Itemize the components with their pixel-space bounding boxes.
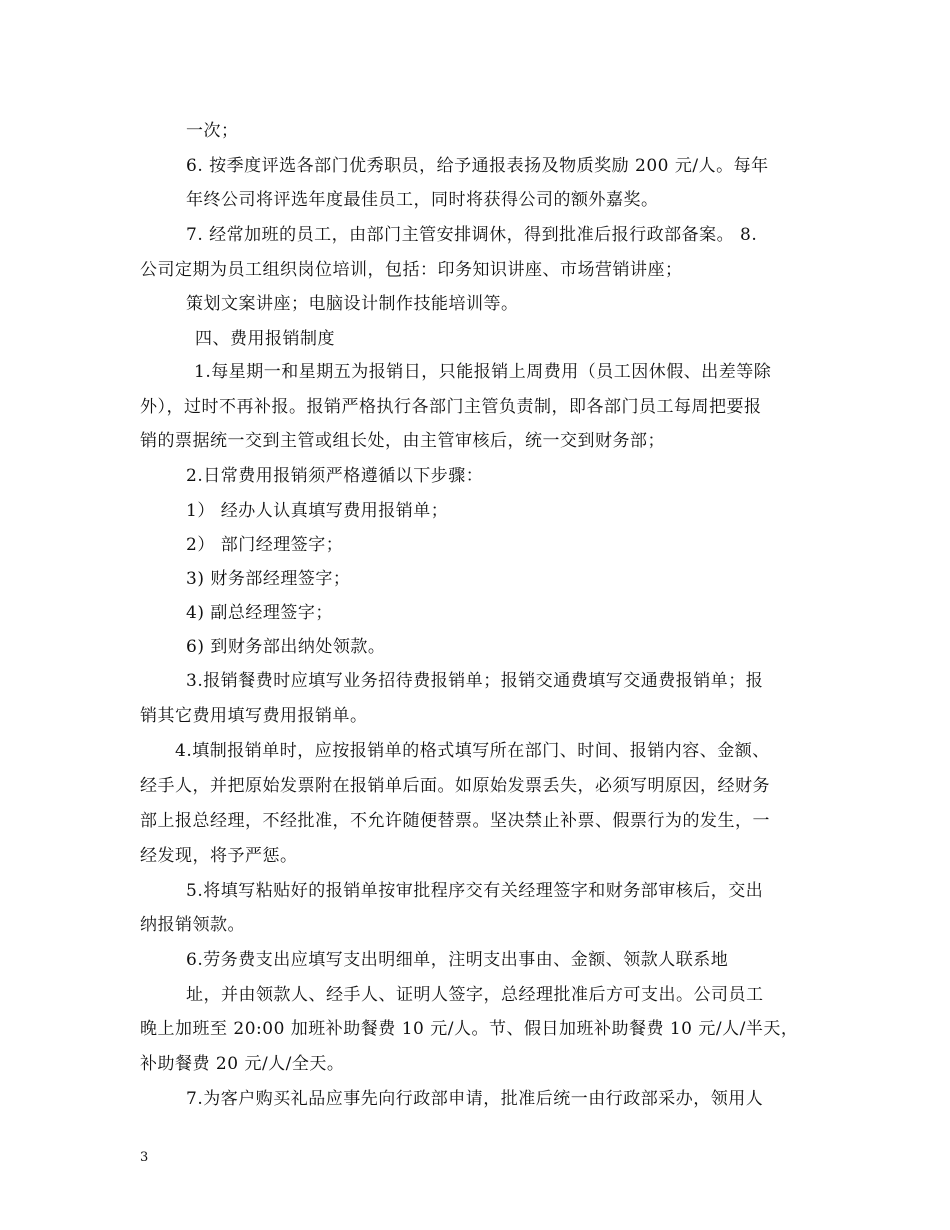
text-line: 6.劳务费支出应填写支出明细单，注明支出事由、金额、领款人联系地	[186, 950, 729, 970]
text-line: 址，并由领款人、经手人、证明人签字，总经理批准后方可支出。公司员工	[186, 985, 764, 1005]
list-item: 6) 到财务部出纳处领款。	[186, 637, 386, 657]
list-item: 4) 副总经理签字；	[186, 603, 333, 623]
text-line: 6. 按季度评选各部门优秀职员，给予通报表扬及物质奖励 200 元/人。每年	[186, 156, 769, 176]
text-line: 经手人，并把原始发票附在报销单后面。如原始发票丢失，必须写明原因，经财务	[140, 776, 770, 796]
text-line: 经发现，将予严惩。	[140, 846, 298, 866]
text-line: 策划文案讲座；电脑设计制作技能培训等。	[186, 294, 519, 314]
list-item: 1） 经办人认真填写费用报销单；	[186, 501, 449, 521]
text-line: 4.填制报销单时，应按报销单的格式填写所在部门、时间、报销内容、金额、	[175, 741, 770, 761]
text-line: 补助餐费 20 元/人/全天。	[140, 1054, 345, 1074]
text-line: 3.报销餐费时应填写业务招待费报销单；报销交通费填写交通费报销单；报	[186, 671, 764, 691]
text-line: 纳报销领款。	[140, 915, 245, 935]
text-line: 年终公司将评选年度最佳员工，同时将获得公司的额外嘉奖。	[186, 190, 659, 210]
text-line: 5.将填写粘贴好的报销单按审批程序交有关经理签字和财务部审核后，交出	[186, 881, 764, 901]
text-line: 7. 经常加班的员工，由部门主管安排调休，得到批准后报行政部备案。 8.	[186, 225, 758, 245]
text-line: 一次；	[186, 121, 239, 141]
text-line: 公司定期为员工组织岗位培训，包括：印务知识讲座、市场营销讲座；	[140, 260, 683, 280]
list-item: 2） 部门经理签字；	[186, 535, 344, 555]
text-line: 销的票据统一交到主管或组长处，由主管审核后，统一交到财务部；	[140, 431, 665, 451]
list-item: 3) 财务部经理签字；	[186, 569, 351, 589]
page-number: 3	[140, 1150, 149, 1165]
text-line: 1.每星期一和星期五为报销日，只能报销上周费用（员工因休假、出差等除	[194, 362, 772, 382]
section-heading: 四、费用报销制度	[195, 329, 335, 349]
text-line: 2.日常费用报销须严格遵循以下步骤：	[186, 466, 484, 486]
text-line: 销其它费用填写费用报销单。	[140, 706, 368, 726]
text-line: 晚上加班至 20:00 加班补助餐费 10 元/人。节、假日加班补助餐费 10 元/人/半天，	[140, 1019, 799, 1039]
text-line: 外），过时不再补报。报销严格执行各部门主管负责制，即各部门员工每周把要报	[140, 397, 762, 417]
text-line: 部上报总经理，不经批准，不允许随便替票。坚决禁止补票、假票行为的发生，一	[140, 811, 770, 831]
text-line: 7.为客户购买礼品应事先向行政部申请，批准后统一由行政部采办，领用人	[186, 1089, 764, 1109]
